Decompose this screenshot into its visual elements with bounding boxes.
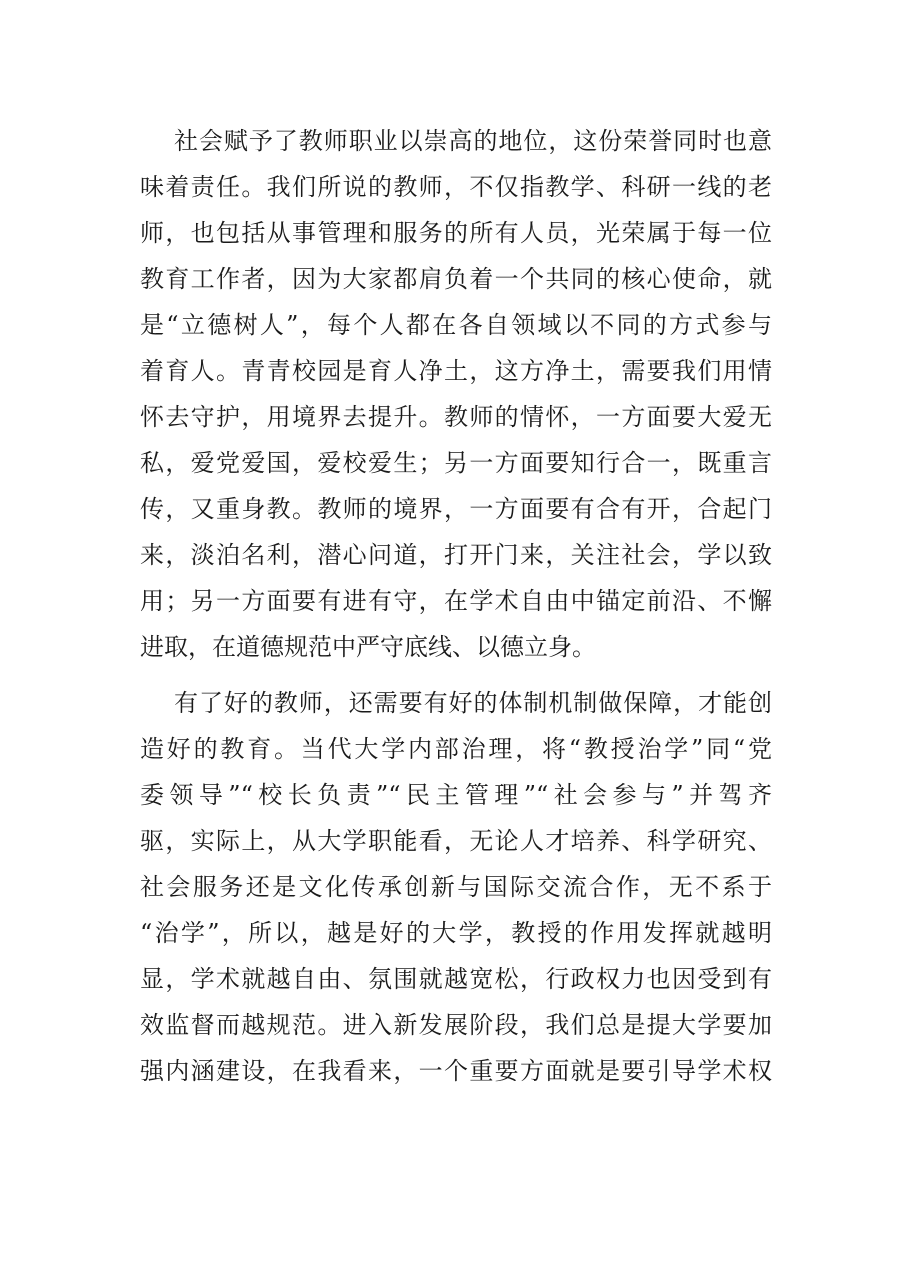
text-line: 着育人。青青校园是育人净土，这方净土，需要我们用情 <box>140 357 772 385</box>
text-line: 教育工作者，因为大家都肩负着一个共同的核心使命，就 <box>140 265 772 293</box>
text-line: “治学”，所以，越是好的大学，教授的作用发挥就越明 <box>140 919 772 947</box>
text-line: 显，学术就越自由、氛围就越宽松，行政权力也因受到有 <box>140 965 772 993</box>
text-line: 进取，在道德规范中严守底线、以德立身。 <box>140 633 596 661</box>
paragraph-2 <box>140 680 772 1094</box>
text-line: 怀去守护，用境界去提升。教师的情怀，一方面要大爱无 <box>140 403 772 431</box>
paragraph-1 <box>140 118 772 670</box>
text-line: 效监督而越规范。进入新发展阶段，我们总是提大学要加 <box>140 1011 772 1039</box>
text-line: 传，又重身教。教师的境界，一方面要有合有开，合起门 <box>140 495 772 523</box>
text-line: 有了好的教师，还需要有好的体制机制做保障，才能创 <box>174 689 772 717</box>
text-line: 委领导”“校长负责”“民主管理”“社会参与”并驾齐 <box>140 781 772 809</box>
text-line: 来，淡泊名利，潜心问道，打开门来，关注社会，学以致 <box>140 541 772 569</box>
text-line: 是“立德树人”，每个人都在各自领域以不同的方式参与 <box>140 311 772 339</box>
text-line: 社会服务还是文化传承创新与国际交流合作，无不系于 <box>140 873 772 901</box>
text-line: 强内涵建设，在我看来，一个重要方面就是要引导学术权 <box>140 1057 772 1085</box>
text-line: 师，也包括从事管理和服务的所有人员，光荣属于每一位 <box>140 219 772 247</box>
text-line: 造好的教育。当代大学内部治理，将“教授治学”同“党 <box>140 735 772 763</box>
text-line: 私，爱党爱国，爱校爱生；另一方面要知行合一，既重言 <box>140 449 772 477</box>
text-line: 社会赋予了教师职业以崇高的地位，这份荣誉同时也意 <box>174 127 772 155</box>
text-line: 用；另一方面要有进有守，在学术自由中锚定前沿、不懈 <box>140 587 772 615</box>
document-body <box>140 118 772 1094</box>
text-line: 味着责任。我们所说的教师，不仅指教学、科研一线的老 <box>140 173 772 201</box>
text-line: 驱，实际上，从大学职能看，无论人才培养、科学研究、 <box>140 827 772 855</box>
